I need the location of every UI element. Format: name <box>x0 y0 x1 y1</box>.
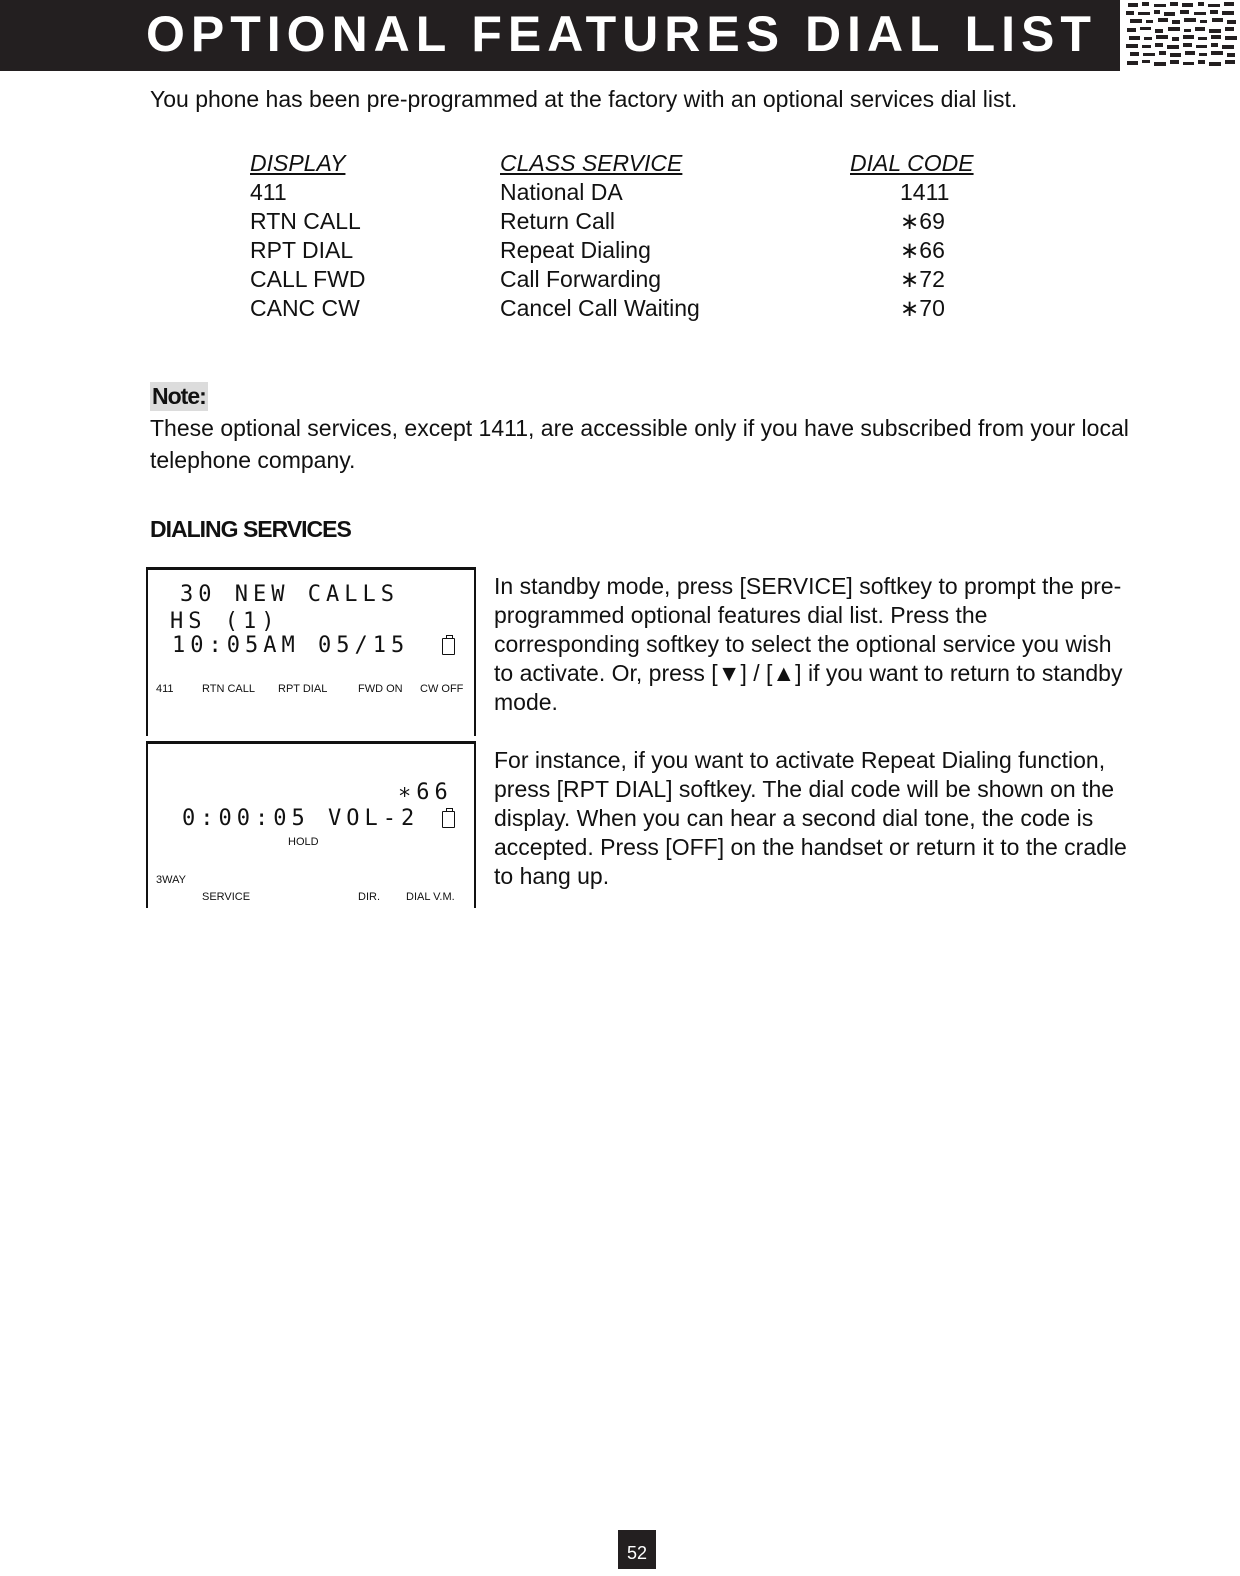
page-number: 52 <box>618 1530 656 1569</box>
display-cell: 411 <box>250 179 287 205</box>
softkey-411: 411 <box>156 683 174 695</box>
standby-instructions: In standby mode, press [SERVICE] softkey to prompt the pre-programmed optional features dial list. Press the corresponding softkey to select the optional service you wish to activate. Or, press [▼] / [▲] if you want to return to standby mode. <box>494 573 1123 715</box>
softkey-service: SERVICE <box>202 891 251 903</box>
display-cell: CALL FWD <box>250 266 366 292</box>
note-label: Note: <box>152 383 206 409</box>
service-cell: Repeat Dialing <box>500 237 651 263</box>
lcd-new-calls: 30 NEW CALLS <box>180 582 399 607</box>
lcd-dial-code: ∗66 <box>398 780 453 805</box>
header-bar <box>0 0 1120 71</box>
code-cell: ∗70 <box>900 295 945 321</box>
repeat-dialing-example: For instance, if you want to activate Repeat Dialing function, press [RPT DIAL] softkey. The dial code will be shown on the display. When you can hear a second dial tone, the code is accepted. Press [OFF] on the handset or return it to the cradle to hang up. <box>494 747 1127 889</box>
service-cell: National DA <box>500 179 623 205</box>
code-cell: 1411 <box>900 179 950 205</box>
intro-text: You phone has been pre-programmed at the factory with an optional services dial list. <box>150 86 1018 112</box>
battery-icon <box>442 638 455 655</box>
lcd-3way: 3WAY <box>156 874 186 886</box>
lcd-hold: HOLD <box>288 836 319 848</box>
softkey-fwd-on: FWD ON <box>358 683 403 695</box>
softkey-rtn-call: RTN CALL <box>202 683 255 695</box>
softkey-cw-off: CW OFF <box>420 683 464 695</box>
code-cell: ∗72 <box>900 266 945 292</box>
softkey-dir: DIR. <box>358 891 380 903</box>
display-cell: RPT DIAL <box>250 237 354 263</box>
lcd-handset: HS (1) <box>170 609 280 634</box>
battery-icon <box>442 811 455 828</box>
decorative-pattern <box>1124 0 1240 71</box>
code-column <box>850 148 1000 323</box>
section-title: DIALING SERVICES <box>150 516 351 542</box>
lcd-timer-volume: 0:00:05 VOL-2 <box>182 806 420 831</box>
column-header-code: DIAL CODE <box>850 150 974 176</box>
lcd-dialing-display <box>146 741 476 908</box>
service-cell: Call Forwarding <box>500 266 662 292</box>
service-cell: Return Call <box>500 208 616 234</box>
column-header-display: DISPLAY <box>250 150 346 176</box>
display-cell: RTN CALL <box>250 208 361 234</box>
column-header-service: CLASS SERVICE <box>500 150 683 176</box>
note-text: These optional services, except 1411, are accessible only if you have subscribed from your local telephone company. <box>150 415 1129 473</box>
display-column <box>250 148 490 323</box>
page-title: OPTIONAL FEATURES DIAL LIST <box>146 6 1097 62</box>
service-column <box>500 148 840 323</box>
code-cell: ∗66 <box>900 237 945 263</box>
code-cell: ∗69 <box>900 208 945 234</box>
softkey-rpt-dial: RPT DIAL <box>278 683 328 695</box>
lcd-time-date: 10:05AM 05/15 <box>172 633 410 658</box>
lcd-standby-display <box>146 567 476 736</box>
service-cell: Cancel Call Waiting <box>500 295 700 321</box>
display-cell: CANC CW <box>250 295 360 321</box>
softkey-dial-vm: DIAL V.M. <box>406 891 455 903</box>
